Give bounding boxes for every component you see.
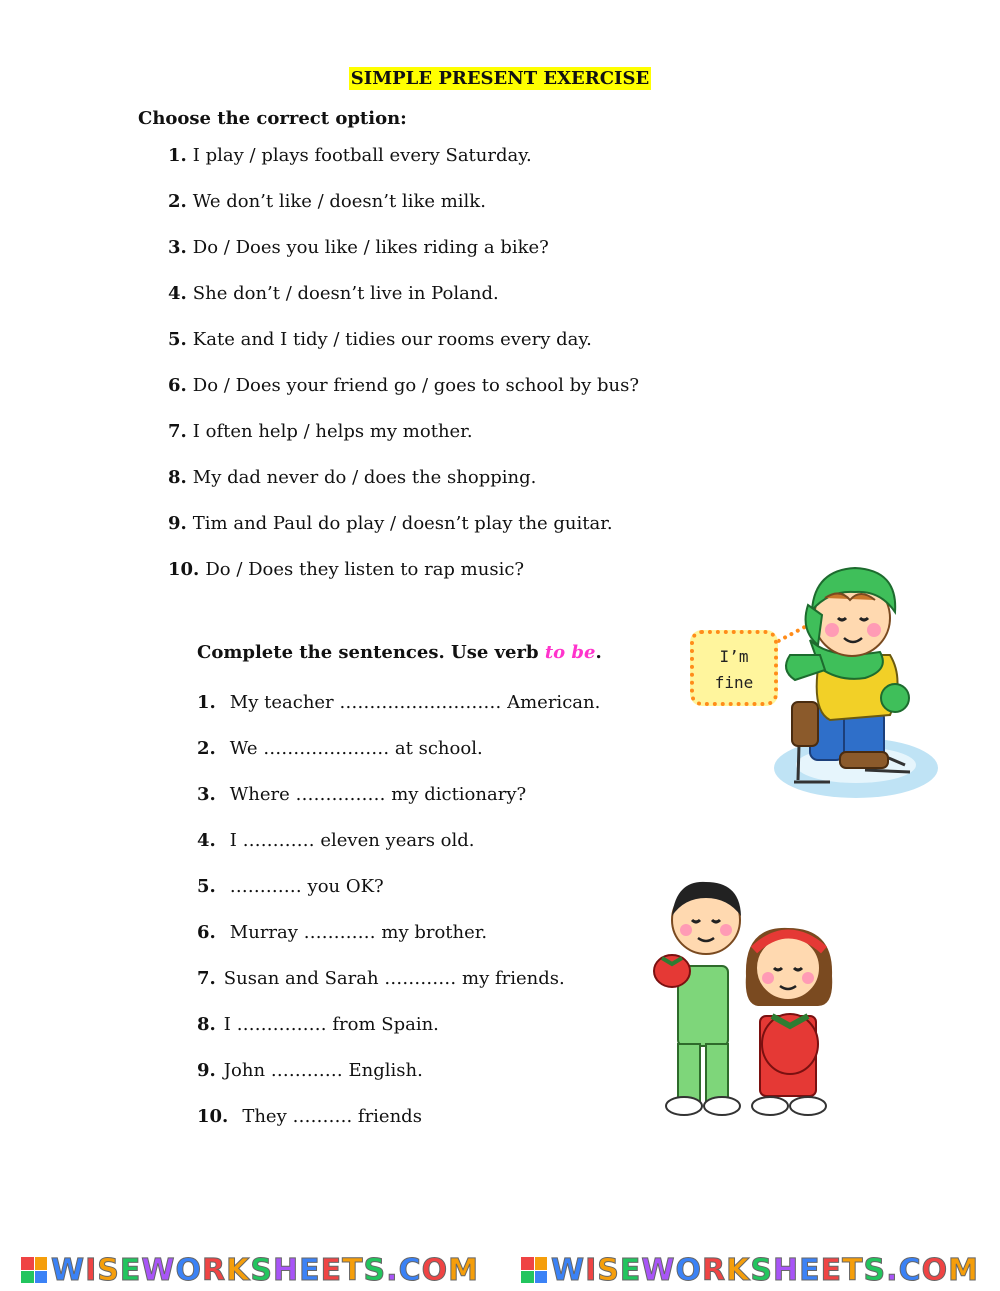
list-item (168, 328, 639, 374)
item-number: 6. (197, 922, 216, 943)
list-item (168, 466, 639, 512)
item-text: ………… you OK? (229, 876, 384, 897)
boy-shoe-right (704, 1097, 740, 1115)
item-text: John ………… English. (223, 1060, 423, 1081)
list-item (168, 282, 639, 328)
item-number: 9. (197, 1060, 216, 1081)
heading-suffix: . (595, 642, 602, 663)
item-number: 7. (197, 968, 216, 989)
list-item (168, 190, 639, 236)
item-number: 2. (168, 191, 187, 212)
item-text: Do / Does you like / likes riding a bike? (192, 237, 549, 258)
item-text: Tim and Paul do play / doesn’t play the guitar. (192, 513, 613, 534)
list-item (197, 921, 600, 967)
item-text: I often help / helps my mother. (192, 421, 473, 442)
mitten (881, 684, 909, 712)
list-item (197, 967, 600, 1013)
item-number: 9. (168, 513, 187, 534)
boy-leg-left (678, 1044, 700, 1102)
girl-cheek-left (762, 972, 774, 984)
item-number: 1. (168, 145, 187, 166)
boot-right (840, 752, 888, 768)
list-item (197, 737, 600, 783)
brand-text: WISEWORKSHEETS.COM (551, 1252, 979, 1288)
item-text: We don’t like / doesn’t like milk. (192, 191, 486, 212)
boy-shoe-left (666, 1097, 702, 1115)
item-number: 7. (168, 421, 187, 442)
item-text: I play / plays football every Saturday. (192, 145, 532, 166)
brand-watermark (21, 1253, 479, 1288)
item-number: 8. (168, 467, 187, 488)
item-text: Murray ………… my brother. (229, 922, 488, 943)
girl-cheek-right (802, 972, 814, 984)
section1-heading: Choose the correct option: (138, 108, 407, 129)
list-item (197, 829, 600, 875)
boy-cheek-right (720, 924, 732, 936)
list-item (197, 1013, 600, 1059)
girl-shoe-right (790, 1097, 826, 1115)
bubble-line-2: fine (714, 673, 754, 692)
item-text: Where …………… my dictionary? (229, 784, 527, 805)
item-number: 5. (168, 329, 187, 350)
kids-strawberries-illustration (648, 876, 848, 1126)
list-item (168, 236, 639, 282)
item-number: 4. (168, 283, 187, 304)
item-text: Susan and Sarah ………… my friends. (223, 968, 565, 989)
item-number: 4. (197, 830, 216, 851)
list-item (197, 1105, 600, 1151)
list-item (197, 875, 600, 921)
girl-shoe-left (752, 1097, 788, 1115)
list-item (168, 420, 639, 466)
heading-to-be: to be (544, 642, 596, 663)
item-text: She don’t / doesn’t live in Poland. (192, 283, 499, 304)
list-item (168, 512, 639, 558)
bubble-line-1: I’m (719, 647, 749, 666)
worksheet-title (0, 68, 1000, 89)
footer-watermark (0, 1252, 1000, 1288)
item-text: Do / Does they listen to rap music? (205, 559, 525, 580)
boy-leg-right (706, 1044, 728, 1102)
item-text: I ………… eleven years old. (229, 830, 475, 851)
section1-list (168, 144, 639, 604)
item-number: 3. (168, 237, 187, 258)
item-number: 2. (197, 738, 216, 759)
item-number: 6. (168, 375, 187, 396)
list-item (168, 374, 639, 420)
brand-logo-icon (21, 1257, 47, 1283)
item-number: 1. (197, 692, 216, 713)
item-text: We ………………… at school. (229, 738, 483, 759)
item-number: 5. (197, 876, 216, 897)
item-text: They ………. friends (242, 1106, 422, 1127)
list-item (197, 783, 600, 829)
list-item (197, 691, 600, 737)
boy-strawberry (654, 955, 690, 987)
item-number: 10. (168, 559, 200, 580)
boy-cheek-left (680, 924, 692, 936)
item-number: 10. (197, 1106, 229, 1127)
list-item (197, 1059, 600, 1105)
boot-left (792, 702, 818, 746)
title-text: SIMPLE PRESENT EXERCISE (350, 68, 650, 89)
item-number: 3. (197, 784, 216, 805)
cheek-right (867, 623, 881, 637)
cheek-left (825, 623, 839, 637)
item-text: My dad never do / does the shopping. (192, 467, 537, 488)
section2-heading (197, 642, 602, 663)
item-text: I …………… from Spain. (223, 1014, 439, 1035)
item-text: Kate and I tidy / tidies our rooms every day. (192, 329, 592, 350)
heading-prefix: Complete the sentences. Use verb (197, 642, 545, 663)
item-text: Do / Does your friend go / goes to school by bus? (192, 375, 639, 396)
item-text: My teacher ……………………… American. (229, 692, 601, 713)
list-item (168, 144, 639, 190)
brand-text: WISEWORKSHEETS.COM (51, 1252, 479, 1288)
brand-logo-icon (521, 1257, 547, 1283)
brand-watermark (521, 1253, 979, 1288)
list-item (168, 558, 639, 604)
item-number: 8. (197, 1014, 216, 1035)
skater-boy-illustration (770, 560, 940, 805)
section2-list (197, 691, 600, 1151)
speech-bubble (690, 630, 778, 706)
